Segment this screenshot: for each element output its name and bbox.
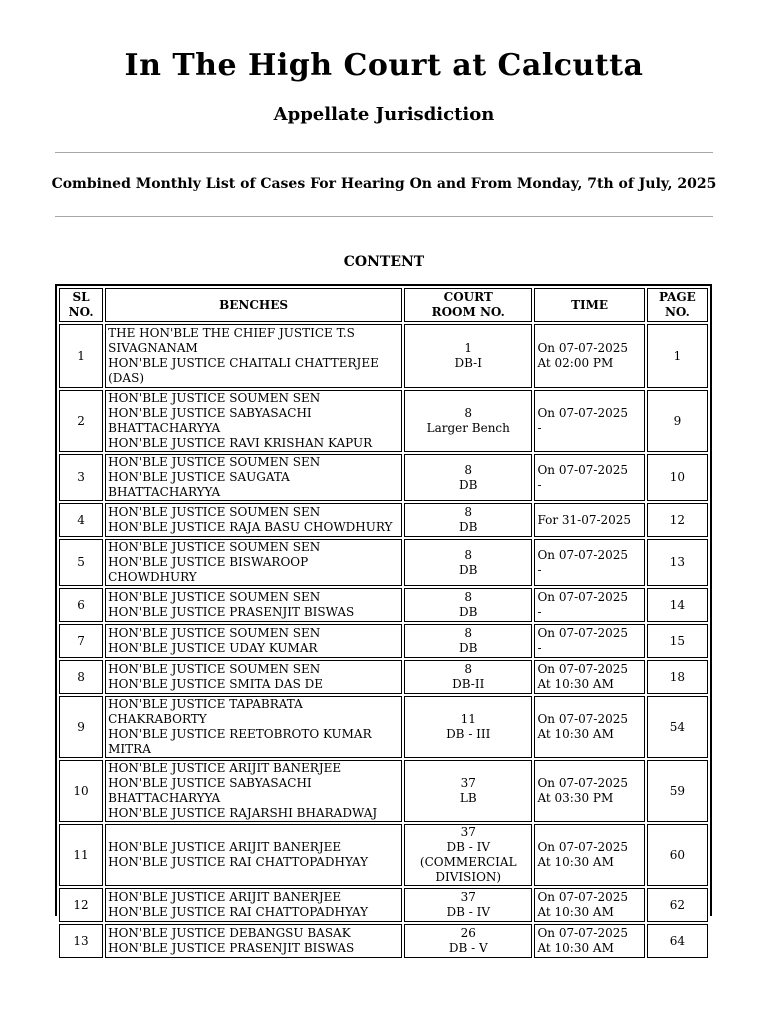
- court-room-cell: [404, 503, 532, 537]
- time-line: On 07-07-2025: [537, 840, 629, 854]
- time-line: -: [537, 562, 542, 577]
- court-room-cell: [404, 924, 532, 958]
- time-cell: [534, 660, 644, 694]
- divider-bottom: [55, 216, 713, 217]
- bench-judge-name: HON'BLE JUSTICE BISWAROOP CHOWDHURY: [108, 555, 309, 584]
- time-cell: [534, 588, 644, 622]
- bench-judge-name: HON'BLE JUSTICE RAVI KRISHAN KAPUR: [108, 436, 373, 450]
- court-room-line: DB: [459, 520, 478, 534]
- time-line: On 07-07-2025: [537, 712, 629, 726]
- bench-judge-name: HON'BLE JUSTICE SOUMEN SEN: [108, 540, 321, 554]
- bench-judge-name: HON'BLE JUSTICE SOUMEN SEN: [108, 505, 321, 519]
- court-room-line: 11: [460, 712, 476, 726]
- bench-judge-name: HON'BLE JUSTICE TAPABRATA CHAKRABORTY: [108, 697, 303, 726]
- page-number-cell: 12: [647, 503, 708, 537]
- column-header-line: NO.: [68, 305, 94, 319]
- bench-judge-name: HON'BLE JUSTICE SAUGATA BHATTACHARYYA: [108, 470, 290, 499]
- benches-cell: [105, 324, 402, 388]
- bench-judge-name: HON'BLE JUSTICE DEBANGSU BASAK: [108, 926, 351, 940]
- bench-judge-name: HON'BLE JUSTICE SOUMEN SEN: [108, 626, 321, 640]
- column-header-line: SL: [72, 290, 90, 304]
- court-room-cell: [404, 324, 532, 388]
- time-line: On 07-07-2025: [537, 406, 629, 420]
- time-line: At 10:30 AM: [537, 727, 614, 741]
- benches-cell: [105, 624, 402, 658]
- bench-judge-name: HON'BLE JUSTICE UDAY KUMAR: [108, 641, 318, 655]
- time-cell: [534, 454, 644, 501]
- court-room-line: DB: [459, 641, 478, 655]
- court-room-line: 8: [464, 662, 473, 676]
- benches-cell: [105, 390, 402, 452]
- table-row: [59, 454, 708, 501]
- benches-cell: [105, 824, 402, 886]
- time-line: On 07-07-2025: [537, 626, 629, 640]
- table-row: [59, 324, 708, 388]
- time-cell: [534, 503, 644, 537]
- time-line: On 07-07-2025: [537, 341, 629, 355]
- benches-cell: [105, 924, 402, 958]
- bench-judge-name: HON'BLE JUSTICE SOUMEN SEN: [108, 662, 321, 676]
- benches-table-frame: [55, 284, 712, 955]
- page-number-cell: 18: [647, 660, 708, 694]
- bench-judge-name: HON'BLE JUSTICE SMITA DAS DE: [108, 677, 324, 691]
- time-cell: [534, 539, 644, 586]
- bench-judge-name: HON'BLE JUSTICE RAI CHATTOPADHYAY: [108, 905, 369, 919]
- sl-number-cell: 12: [59, 888, 103, 922]
- court-room-line: DB - IV: [446, 840, 490, 854]
- column-header-sl: [59, 288, 103, 322]
- time-line: At 10:30 AM: [537, 941, 614, 955]
- court-room-line: DB: [459, 477, 478, 492]
- benches-cell: [105, 760, 402, 822]
- column-header-line: TIME: [571, 297, 609, 312]
- sl-number-cell: 1: [59, 324, 103, 388]
- bench-judge-name: HON'BLE JUSTICE PRASENJIT BISWAS: [108, 605, 355, 619]
- column-header-line: ROOM NO.: [431, 305, 505, 319]
- court-room-line: 8: [464, 590, 473, 604]
- benches-cell: [105, 454, 402, 501]
- sl-number-cell: 5: [59, 539, 103, 586]
- column-header-time: [534, 288, 644, 322]
- court-room-line: 8: [464, 406, 473, 420]
- time-line: On 07-07-2025: [537, 590, 629, 604]
- table-row: [59, 624, 708, 658]
- time-cell: [534, 888, 644, 922]
- sl-number-cell: 8: [59, 660, 103, 694]
- page-number-cell: 14: [647, 588, 708, 622]
- time-line: For 31-07-2025: [537, 512, 632, 527]
- sl-number-cell: 7: [59, 624, 103, 658]
- column-header-line: NO.: [664, 305, 690, 319]
- table-row: [59, 539, 708, 586]
- time-cell: [534, 390, 644, 452]
- court-room-cell: [404, 454, 532, 501]
- bench-judge-name: HON'BLE JUSTICE RAI CHATTOPADHYAY: [108, 855, 369, 869]
- sl-number-cell: 11: [59, 824, 103, 886]
- benches-cell: [105, 660, 402, 694]
- column-header-page: [647, 288, 708, 322]
- bench-judge-name: HON'BLE JUSTICE PRASENJIT BISWAS: [108, 941, 355, 955]
- sl-number-cell: 9: [59, 696, 103, 758]
- table-row: [59, 390, 708, 452]
- bench-judge-name: HON'BLE JUSTICE REETOBROTO KUMAR MITRA: [108, 727, 372, 756]
- sl-number-cell: 10: [59, 760, 103, 822]
- page-number-cell: 64: [647, 924, 708, 958]
- court-room-cell: [404, 824, 532, 886]
- benches-table: [57, 286, 710, 960]
- court-room-line: (COMMERCIAL DIVISION): [419, 855, 517, 884]
- court-room-line: 8: [464, 462, 473, 477]
- table-body: [59, 324, 708, 958]
- court-room-line: 8: [464, 505, 473, 519]
- page-number-cell: 59: [647, 760, 708, 822]
- time-line: At 10:30 AM: [537, 905, 614, 919]
- bench-judge-name: HON'BLE JUSTICE ARIJIT BANERJEE: [108, 890, 342, 904]
- page-number-cell: 62: [647, 888, 708, 922]
- table-row: [59, 503, 708, 537]
- jurisdiction-heading: Appellate Jurisdiction: [273, 104, 495, 125]
- page-number-cell: 9: [647, 390, 708, 452]
- sl-number-cell: 2: [59, 390, 103, 452]
- court-room-line: DB - V: [448, 941, 488, 955]
- column-header-court-room: [404, 288, 532, 322]
- time-line: At 03:30 PM: [537, 791, 614, 805]
- time-line: On 07-07-2025: [537, 547, 629, 562]
- page-number-cell: 60: [647, 824, 708, 886]
- sl-number-cell: 3: [59, 454, 103, 501]
- bench-judge-name: HON'BLE JUSTICE SOUMEN SEN: [108, 391, 321, 405]
- page-number-cell: 54: [647, 696, 708, 758]
- court-room-cell: [404, 760, 532, 822]
- court-room-cell: [404, 588, 532, 622]
- page-number-cell: 13: [647, 539, 708, 586]
- bench-judge-name: HON'BLE JUSTICE ARIJIT BANERJEE: [108, 761, 342, 775]
- bench-judge-name: HON'BLE JUSTICE RAJA BASU CHOWDHURY: [108, 520, 393, 534]
- time-line: -: [537, 421, 542, 435]
- court-room-line: Larger Bench: [426, 421, 510, 435]
- time-line: On 07-07-2025: [537, 662, 629, 676]
- court-room-cell: [404, 888, 532, 922]
- court-room-line: DB-I: [454, 356, 482, 370]
- table-row: [59, 696, 708, 758]
- benches-cell: [105, 539, 402, 586]
- table-row: [59, 924, 708, 958]
- page-number-cell: 15: [647, 624, 708, 658]
- bench-judge-name: HON'BLE JUSTICE SABYASACHI BHATTACHARYYA: [108, 406, 312, 435]
- court-room-cell: [404, 624, 532, 658]
- time-line: On 07-07-2025: [537, 890, 629, 904]
- time-cell: [534, 696, 644, 758]
- court-room-line: DB-II: [452, 677, 485, 691]
- benches-cell: [105, 888, 402, 922]
- court-room-line: 8: [464, 626, 473, 640]
- court-room-cell: [404, 696, 532, 758]
- benches-cell: [105, 696, 402, 758]
- time-line: -: [537, 477, 542, 492]
- time-cell: [534, 324, 644, 388]
- bench-judge-name: HON'BLE JUSTICE RAJARSHI BHARADWAJ: [108, 806, 378, 820]
- table-row: [59, 760, 708, 822]
- court-room-line: 8: [464, 547, 473, 562]
- court-room-line: DB - III: [446, 727, 491, 741]
- court-room-line: DB - IV: [446, 905, 490, 919]
- time-line: -: [537, 605, 542, 619]
- bench-judge-name: HON'BLE JUSTICE SOUMEN SEN: [108, 455, 321, 469]
- time-line: At 02:00 PM: [537, 356, 614, 370]
- court-title: In The High Court at Calcutta: [124, 48, 644, 83]
- court-room-line: DB: [459, 605, 478, 619]
- sl-number-cell: 4: [59, 503, 103, 537]
- list-notice: Combined Monthly List of Cases For Hearing On and From Monday, 7th of July, 2025: [51, 176, 717, 192]
- court-room-cell: [404, 660, 532, 694]
- table-row: [59, 824, 708, 886]
- content-heading: CONTENT: [343, 254, 425, 270]
- bench-judge-name: HON'BLE JUSTICE SABYASACHI BHATTACHARYYA: [108, 776, 312, 805]
- time-line: On 07-07-2025: [537, 776, 629, 790]
- time-cell: [534, 824, 644, 886]
- table-header-row: [59, 288, 708, 322]
- divider-top: [55, 152, 713, 153]
- time-line: On 07-07-2025: [537, 462, 629, 477]
- court-room-line: LB: [459, 791, 477, 805]
- court-room-line: 37: [460, 825, 476, 839]
- time-line: -: [537, 641, 542, 655]
- bench-judge-name: HON'BLE JUSTICE SOUMEN SEN: [108, 590, 321, 604]
- table-row: [59, 888, 708, 922]
- court-room-line: 37: [460, 776, 476, 790]
- column-header-line: COURT: [443, 290, 493, 304]
- table-row: [59, 588, 708, 622]
- time-cell: [534, 760, 644, 822]
- court-room-line: 26: [460, 926, 476, 940]
- bench-judge-name: HON'BLE JUSTICE CHAITALI CHATTERJEE (DAS): [108, 356, 379, 385]
- sl-number-cell: 6: [59, 588, 103, 622]
- time-cell: [534, 624, 644, 658]
- court-room-cell: [404, 539, 532, 586]
- court-room-cell: [404, 390, 532, 452]
- time-line: At 10:30 AM: [537, 855, 614, 869]
- time-cell: [534, 924, 644, 958]
- court-room-line: DB: [459, 562, 478, 577]
- time-line: At 10:30 AM: [537, 677, 614, 691]
- bench-judge-name: HON'BLE JUSTICE ARIJIT BANERJEE: [108, 840, 342, 854]
- column-header-line: BENCHES: [219, 297, 289, 312]
- table-row: [59, 660, 708, 694]
- column-header-benches: [105, 288, 402, 322]
- court-room-line: 37: [460, 890, 476, 904]
- sl-number-cell: 13: [59, 924, 103, 958]
- benches-cell: [105, 503, 402, 537]
- court-room-line: 1: [464, 341, 473, 355]
- page-number-cell: 1: [647, 324, 708, 388]
- bench-judge-name: THE HON'BLE THE CHIEF JUSTICE T.S SIVAGNANAM: [108, 326, 355, 355]
- time-line: On 07-07-2025: [537, 926, 629, 940]
- column-header-line: PAGE: [658, 290, 696, 304]
- page-number-cell: 10: [647, 454, 708, 501]
- benches-cell: [105, 588, 402, 622]
